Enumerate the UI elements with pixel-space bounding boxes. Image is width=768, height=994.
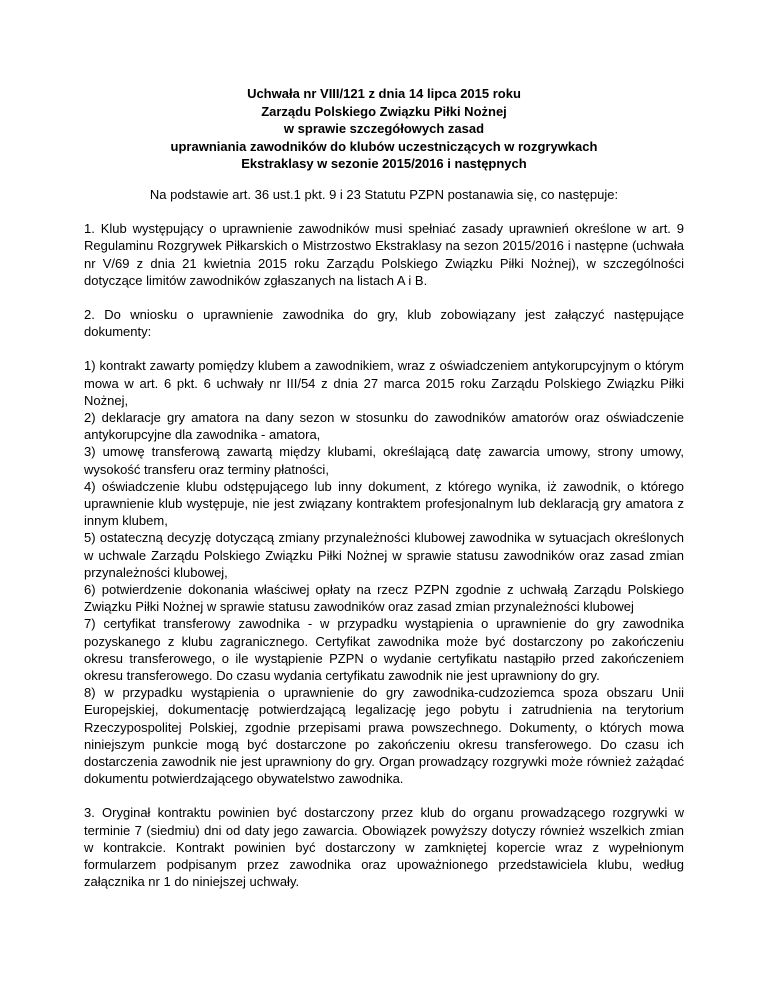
list-item: 8) w przypadku wystąpienia o uprawnienie do gry zawodnika-cudzoziemca spoza obszaru Unii Europejskiej, dokumentację potwierdzającą legalizację jego pobytu i zatrudnienia na terytorium Rzeczypospolitej Polskiej, zgodnie przepisami prawa powszechnego. Dokumenty, o których mowa niniejszym punkcie mogą być dostarczone po zakończeniu okresu transferowego. Do czasu ich dostarczenia zawodnik nie jest uprawniony do gry. Organ prowadzący rozgrywki może również zażądać dokumentu potwierdzającego obywatelstwo zawodnika.: [84, 685, 684, 787]
resolution-title: [84, 85, 684, 173]
list-item: 6) potwierdzenie dokonania właściwej opłaty na rzecz PZPN zgodnie z uchwałą Zarządu Polskiego Związku Piłki Nożnej w sprawie statusu zawodników oraz zasad zmian przynależności klubowej: [84, 582, 684, 615]
list-item: 1) kontrakt zawarty pomiędzy klubem a zawodnikiem, wraz z oświadczeniem antykorupcyjnym o którym mowa w art. 6 pkt. 6 uchwały nr III/54 z dnia 27 marca 2015 roku Zarządu Polskiego Związku Piłki Nożnej,: [84, 358, 684, 408]
list-item: 7) certyfikat transferowy zawodnika - w przypadku wystąpienia o uprawnienie do gry zawodnika pozyskanego z klubu zagranicznego. Certyfikat zawodnika może być dostarczony po zakończeniu okresu transferowego, o ile wystąpienie PZPN o wydanie certyfikatu nastąpiło przed zakończeniem okresu transferowego. Do czasu wydania certyfikatu zawodnik nie jest uprawniony do gry.: [84, 616, 684, 684]
list-item: 3) umowę transferową zawartą między klubami, określającą datę zawarcia umowy, strony umowy, wysokość transferu oraz terminy płatności,: [84, 444, 684, 477]
document-list: [84, 357, 684, 787]
title-line: uprawniania zawodników do klubów uczestniczących w rozgrywkach: [170, 138, 598, 154]
legal-basis: Na podstawie art. 36 ust.1 pkt. 9 i 23 Statutu PZPN postanawia się, co następuje:: [149, 186, 619, 202]
title-line: Uchwała nr VIII/121 z dnia 14 lipca 2015 roku: [247, 86, 521, 101]
section-1: 1. Klub występujący o uprawnienie zawodników musi spełniać zasady uprawnień określone w art. 9 Regulaminu Rozgrywek Piłkarskich o Mistrzostwo Ekstraklasy na sezon 2015/2016 i następne (uchwała nr V/69 z dnia 21 kwietnia 2015 roku Zarządu Polskiego Związku Piłki Nożnej), w szczególności dotyczące limitów zawodników zgłaszanych na listach A i B.: [84, 221, 684, 288]
list-item: 2) deklaracje gry amatora na dany sezon w stosunku do zawodników amatorów oraz oświadczenie antykorupcyjne dla zawodnika - amatora,: [84, 410, 684, 443]
section-2: 2. Do wniosku o uprawnienie zawodnika do gry, klub zobowiązany jest załączyć następujące dokumenty:: [84, 306, 684, 340]
list-item: 4) oświadczenie klubu odstępującego lub inny dokument, z którego wynika, iż zawodnik, o którego uprawnienie klub występuje, nie jest związany kontraktem profesjonalnym lub deklaracją gry amatora z innym klubem,: [84, 478, 684, 529]
list-item: 5) ostateczną decyzję dotyczącą zmiany przynależności klubowej zawodnika w sytuacjach określonych w uchwale Zarządu Polskiego Związku Piłki Nożnej w sprawie statusu zawodników oraz zasad zmian przynależności klubowej,: [84, 530, 684, 580]
title-line: Zarządu Polskiego Związku Piłki Nożnej: [261, 103, 507, 119]
title-line: Ekstraklasy w sezonie 2015/2016 i następnych: [241, 156, 527, 172]
section-3: 3. Oryginał kontraktu powinien być dostarczony przez klub do organu prowadzącego rozgrywki w terminie 7 (siedmiu) dni od daty jego zawarcia. Obowiązek powyższy dotyczy również wszelkich zmian w kontrakcie. Kontrakt powinien być dostarczony w zamkniętej kopercie wraz z wypełnionym formularzem podpisanym przez zawodnika oraz upoważnionego przedstawiciela klubu, według załącznika nr 1 do niniejszej uchwały.: [84, 805, 684, 890]
title-line: w sprawie szczegółowych zasad: [283, 121, 485, 137]
